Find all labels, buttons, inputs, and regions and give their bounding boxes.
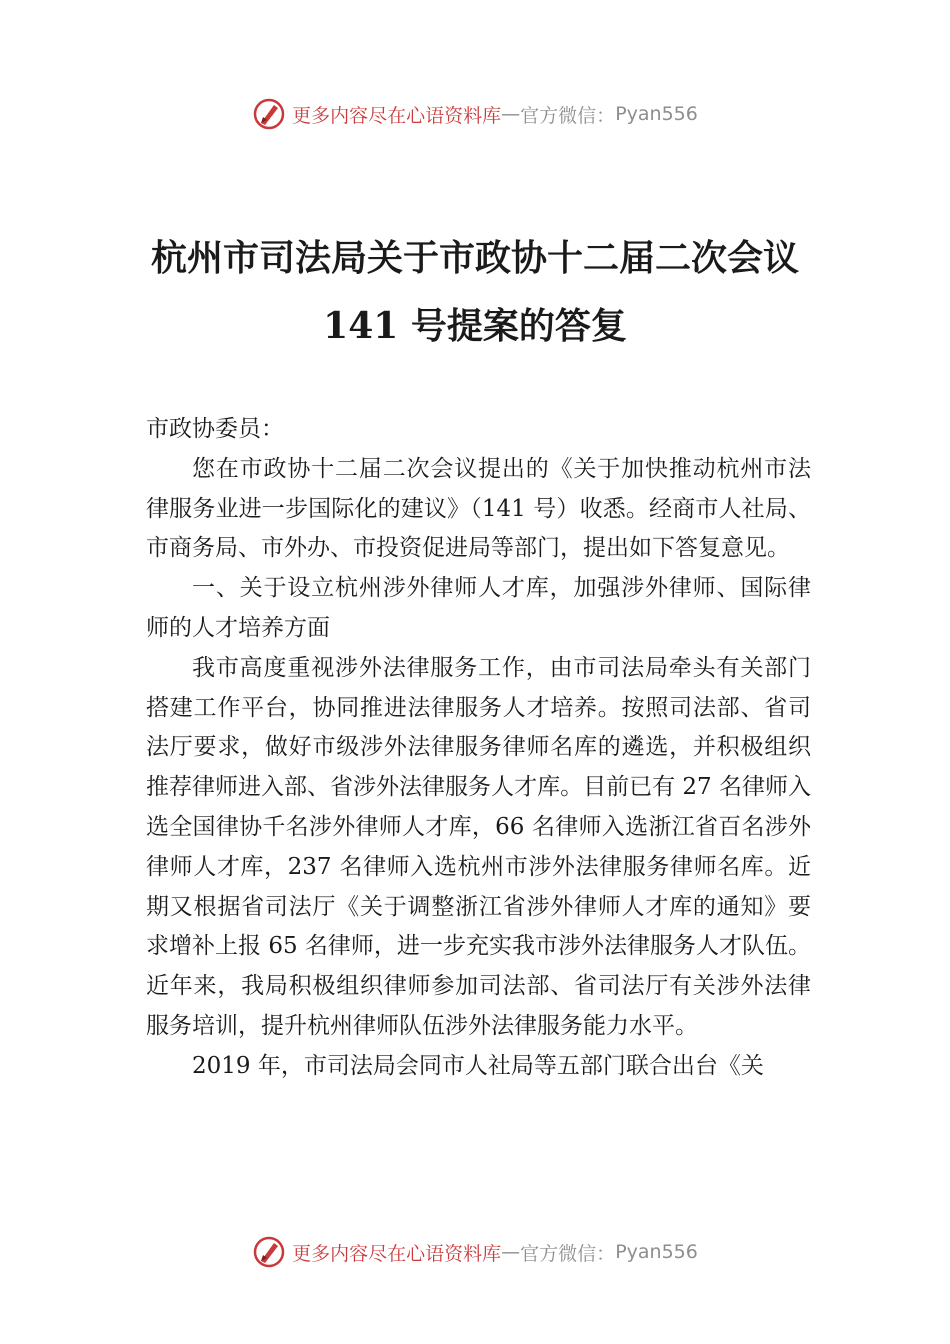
watermark-wechat-id: Pyan556 xyxy=(615,103,698,125)
watermark-brand: 更多内容尽在心语资料库 xyxy=(292,104,502,127)
salutation: 市政协委员： xyxy=(146,416,284,442)
header-watermark xyxy=(0,94,950,134)
paragraph: 2019 年，市司法局会同市人社局等五部门联合出台《关 xyxy=(192,1052,764,1079)
watermark-brand: 更多内容尽在心语资料库 xyxy=(292,1242,502,1265)
watermark-dash: — xyxy=(501,1241,521,1263)
pen-logo-icon xyxy=(252,97,286,131)
paragraph: 我市高度重视涉外法律服务工作，由市司法局牵头有关部门搭建工作平台，协同推进法律服务人才培养。按照司法部、省司法厅要求，做好市级涉外法律服务律师名库的遴选，并积极组织推荐律师进入部、省涉外法律服务人才库。目前已有 27 名律师入选全国律协千名涉外律师人才库，66 名律师入选浙江省百名涉外律师人才库，237 名律师入选杭州市涉外法律服务律师名库。近期又根据省司法厅《关于调整浙江省涉外律师人才库的通知》要求增补上报 65 名律师，进一步充实我市涉外法律服务人才队伍。近年来，我局积极组织律师参加司法部、省司法厅有关涉外法律服务培训，提升杭州律师队伍涉外法律服务能力水平。 xyxy=(146,654,811,1039)
paragraph: 您在市政协十二届二次会议提出的《关于加快推动杭州市法律服务业进一步国际化的建议》（141 号）收悉。经商市人社局、市商务局、市外办、市投资促进局等部门，提出如下答复意见。 xyxy=(146,455,811,562)
watermark-wechat-label: 官方微信： xyxy=(520,1242,616,1265)
watermark-wechat-label: 官方微信： xyxy=(520,104,616,127)
section-heading: 一、关于设立杭州涉外律师人才库，加强涉外律师、国际律师的人才培养方面 xyxy=(146,575,811,641)
watermark-wechat-id: Pyan556 xyxy=(615,1241,698,1263)
watermark-dash: — xyxy=(501,103,521,125)
document-title-line-2: 141 号提案的答复 xyxy=(323,305,627,347)
document-body xyxy=(146,410,811,1087)
pen-logo-icon xyxy=(252,1235,286,1269)
footer-watermark xyxy=(0,1232,950,1272)
document-title-line-1: 杭州市司法局关于市政协十二届二次会议 xyxy=(150,237,799,279)
